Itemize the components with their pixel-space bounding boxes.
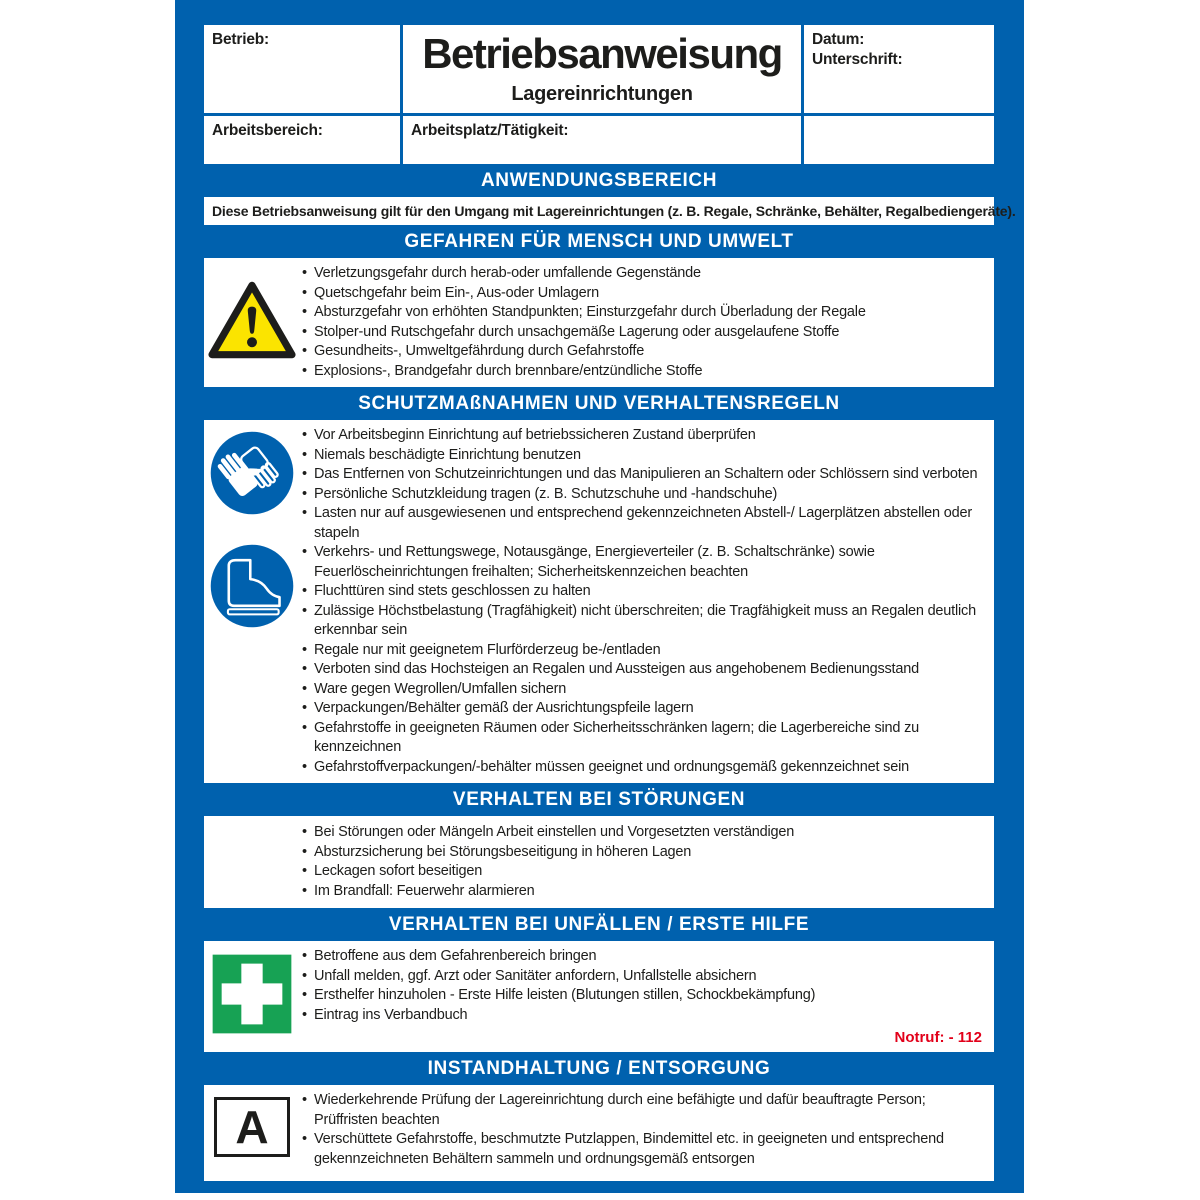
warning-triangle-icon <box>207 280 297 365</box>
erste-hilfe-text-column <box>300 947 988 1046</box>
gloves-mandatory-icon <box>209 430 295 521</box>
waste-a-icon: A <box>214 1097 290 1157</box>
instandhaltung-list <box>300 1091 988 1175</box>
bullet-item: • Persönliche Schutzkleidung tragen (z. B. Schutzschuhe und -handschuhe) <box>300 485 988 505</box>
bullet-item: • Ware gegen Wegrollen/Umfallen sichern <box>300 680 988 700</box>
section-header-stoerungen <box>204 783 994 816</box>
betrieb-field <box>204 25 400 113</box>
bullet-item: • Das Entfernen von Schutzeinrichtungen und das Manipulieren an Schaltern oder Schlössern sind verboten <box>300 465 988 485</box>
instandhaltung-icon-column <box>204 1091 300 1175</box>
bullet-item: • Unfall melden, ggf. Arzt oder Sanitäter anfordern, Unfallstelle absichern <box>300 967 988 987</box>
bullet-item: • Absturzgefahr von erhöhten Standpunkten; Einsturzgefahr durch Überladung der Regale <box>300 303 988 323</box>
schutzmassnahmen-list <box>300 426 988 777</box>
bullet-item: • Fluchttüren sind stets geschlossen zu halten <box>300 582 988 602</box>
datum-label: Datum: <box>812 31 865 48</box>
section-title: VERHALTEN BEI UNFÄLLEN / ERSTE HILFE <box>388 913 810 935</box>
bullet-item: • Wiederkehrende Prüfung der Lagereinrichtung durch eine befähigte und dafür beauftragte Person; Prüffristen beachten <box>300 1091 988 1130</box>
section-title: GEFAHREN FÜR MENSCH UND UMWELT <box>404 230 794 252</box>
bullet-item: • Regale nur mit geeignetem Flurförderzeug be-/entladen <box>300 641 988 661</box>
bullet-item: • Stolper-und Rutschgefahr durch unsachgemäße Lagerung oder ausgelaufene Stoffe <box>300 323 988 343</box>
section-header-erste-hilfe <box>204 908 994 941</box>
first-aid-icon <box>211 953 293 1040</box>
section-header-gefahren <box>204 225 994 258</box>
header-table <box>204 25 994 164</box>
schutz-icon-column <box>204 426 300 777</box>
erste-hilfe-icon-column <box>204 947 300 1046</box>
bullet-item: • Absturzsicherung bei Störungsbeseitigung in höheren Lagen <box>300 843 988 863</box>
section-header-schutzmassnahmen <box>204 387 994 420</box>
stoerungen-list <box>300 823 988 901</box>
erste-hilfe-list <box>300 947 988 1025</box>
datum-unterschrift-field <box>804 25 994 113</box>
section-title: ANWENDUNGSBEREICH <box>480 169 718 191</box>
anwendungsbereich-text: Diese Betriebsanweisung gilt für den Umgang mit Lagereinrichtungen (z. B. Regale, Schränke, Behälter, Regalbediengeräte). <box>212 203 1016 219</box>
bullet-item: • Lasten nur auf ausgewiesenen und entsprechend gekennzeichneten Abstell-/ Lagerplätzen abstellen oder stapeln <box>300 504 988 543</box>
arbeitsbereich-field <box>204 116 400 164</box>
bullet-item: • Verletzungsgefahr durch herab-oder umfallende Gegenstände <box>300 264 988 284</box>
anwendungsbereich-box <box>204 197 1016 225</box>
betriebsanweisung-poster <box>175 0 1024 1193</box>
bullet-item: • Verschüttete Gefahrstoffe, beschmutzte Putzlappen, Bindemittel etc. in geeigneten und entsprechend gekennzeichneten Behältern sammeln und ordnungsgemäß entsorgen <box>300 1130 988 1169</box>
section-title: VERHALTEN BEI STÖRUNGEN <box>452 788 746 810</box>
title-cell <box>403 25 801 113</box>
section-header-instandhaltung <box>204 1052 994 1085</box>
boots-mandatory-icon <box>209 543 295 634</box>
empty-header-field <box>804 116 994 164</box>
gefahren-icon-column <box>204 264 300 381</box>
betrieb-label: Betrieb: <box>212 31 269 48</box>
notruf-text: Notruf: - 112 <box>894 1029 982 1046</box>
bullet-item: • Explosions-, Brandgefahr durch brennbare/entzündliche Stoffe <box>300 362 988 382</box>
bullet-item: • Gefahrstoffe in geeigneten Räumen oder Sicherheitsschränken lagern; die Lagerbereiche sind zu kennzeichnen <box>300 719 988 758</box>
schutzmassnahmen-box <box>204 420 994 783</box>
bullet-item: • Vor Arbeitsbeginn Einrichtung auf betriebssicheren Zustand überprüfen <box>300 426 988 446</box>
bullet-item: • Gesundheits-, Umweltgefährdung durch Gefahrstoffe <box>300 342 988 362</box>
bullet-item: • Bei Störungen oder Mängeln Arbeit einstellen und Vorgesetzten verständigen <box>300 823 988 843</box>
bullet-item: • Eintrag ins Verbandbuch <box>300 1006 988 1026</box>
bullet-item: • Verpackungen/Behälter gemäß der Ausrichtungspfeile lagern <box>300 699 988 719</box>
bullet-item: • Leckagen sofort beseitigen <box>300 862 988 882</box>
bullet-item: • Niemals beschädigte Einrichtung benutzen <box>300 446 988 466</box>
arbeitsplatz-field <box>403 116 801 164</box>
document-title: Betriebsanweisung <box>422 30 782 77</box>
section-header-anwendungsbereich <box>204 164 994 197</box>
arbeitsplatz-label: Arbeitsplatz/Tätigkeit: <box>411 122 569 139</box>
instandhaltung-box <box>204 1085 994 1181</box>
erste-hilfe-box <box>204 941 994 1052</box>
bullet-item: • Zulässige Höchstbelastung (Tragfähigkeit) nicht überschreiten; die Tragfähigkeit muss an Regalen deutlich erkennbar sein <box>300 602 988 641</box>
bullet-item: • Verkehrs- und Rettungswege, Notausgänge, Energieverteiler (z. B. Schaltschränke) sowie Feuerlöscheinrichtungen freihalten; Sicherheitskennzeichen beachten <box>300 543 988 582</box>
bullet-item: • Verboten sind das Hochsteigen an Regalen und Aussteigen aus angehobenem Bedienungsstand <box>300 660 988 680</box>
section-title: INSTANDHALTUNG / ENTSORGUNG <box>427 1057 771 1079</box>
bullet-item: • Quetschgefahr beim Ein-, Aus-oder Umlagern <box>300 284 988 304</box>
gefahren-list <box>300 264 988 381</box>
bullet-item: • Gefahrstoffverpackungen/-behälter müssen geeignet und ordnungsgemäß gekennzeichnet sein <box>300 758 988 778</box>
document-subtitle: Lagereinrichtungen <box>511 83 693 105</box>
bullet-item: • Im Brandfall: Feuerwehr alarmieren <box>300 882 988 902</box>
gefahren-box <box>204 258 994 387</box>
bullet-item: • Ersthelfer hinzuholen - Erste Hilfe leisten (Blutungen stillen, Schockbekämpfung) <box>300 986 988 1006</box>
arbeitsbereich-label: Arbeitsbereich: <box>212 122 323 139</box>
stoerungen-box <box>204 816 994 908</box>
bullet-item: • Betroffene aus dem Gefahrenbereich bringen <box>300 947 988 967</box>
unterschrift-label: Unterschrift: <box>812 51 903 68</box>
section-title: SCHUTZMAßNAHMEN UND VERHALTENSREGELN <box>358 392 840 414</box>
